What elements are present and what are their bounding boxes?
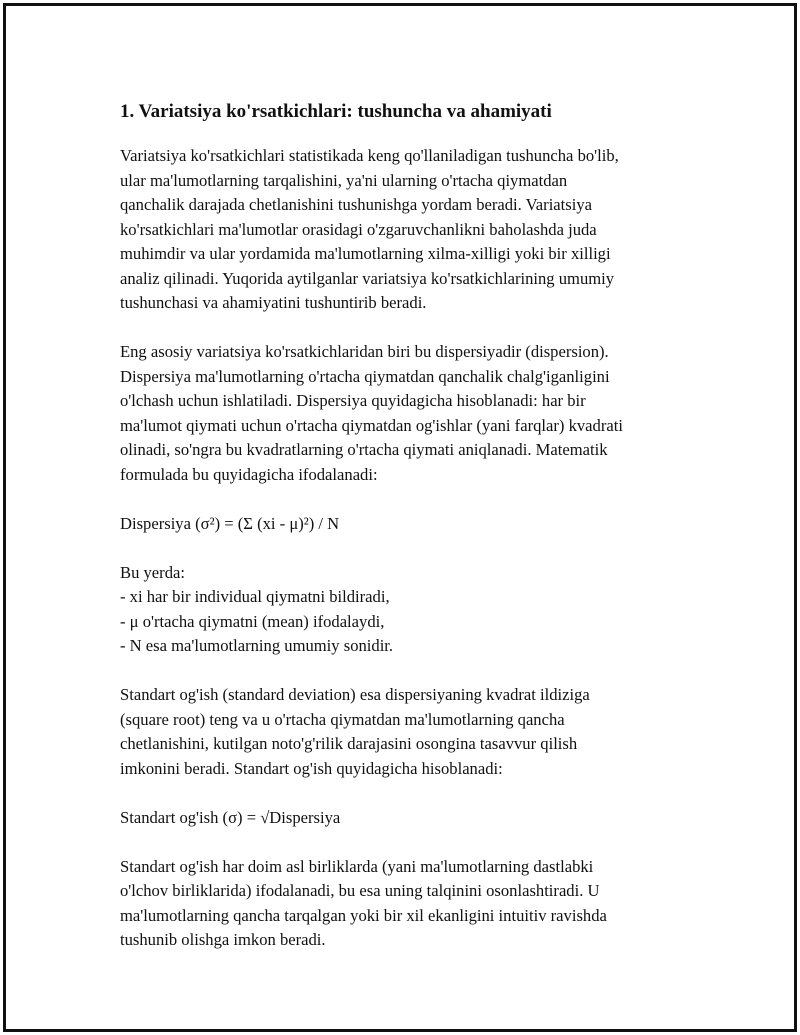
paragraph-definitions: Bu yerda: - xi har bir individual qiymatni bildiradi, - μ o'rtacha qiymatni (mean) ifodalaydi, - N esa ma'lumotlarning umumiy sonidir.	[120, 562, 394, 655]
paragraph-dispersion: Eng asosiy variatsiya ko'rsatkichlaridan biri bu dispersiyadir (dispersion). Dispersiya ma'lumotlarning o'rtacha qiymatdan qanchalik chalg'iganligini o'lchash uchun ishlatiladi. Dispersiya quyidagicha hisoblanadi: har bir ma'lumot qiymati uchun o'rtacha qiymatdan og'ishlar (yani farqlar) kvadrati olinadi, so'ngra bu kvadratlarning o'rtacha qiymati aniqlanadi. Matematik formulada bu quyidagicha ifodalanadi:	[120, 342, 623, 484]
document-content	[120, 99, 700, 977]
page-frame	[3, 3, 797, 1032]
formula-std-deviation: Standart og'ish (σ) = √Dispersiya	[120, 807, 341, 827]
paragraph-intro: Variatsiya ko'rsatkichlari statistikada keng qo'llaniladigan tushuncha bo'lib, ular ma'lumotlarning tarqalishini, ya'ni ularning o'rtacha qiymatdan qanchalik darajada chetlanishini tushunishga yordam beradi. Variatsiya ko'rsatkichlari ma'lumotlar orasidagi o'zgaruvchanlikni baholashda juda muhimdir va ular yordamida ma'lumotlarning xilma-xilligi yoki bir xilligi analiz qilinadi. Yuqorida aytilganlar variatsiya ko'rsatkichlarining umumiy tushunchasi va ahamiyatini tushuntirib beradi.	[120, 146, 619, 312]
formula-dispersion: Dispersiya (σ²) = (Σ (xi - μ)²) / N	[120, 513, 340, 533]
paragraph-conclusion: Standart og'ish har doim asl birliklarda (yani ma'lumotlarning dastlabki o'lchov birliklarida) ifodalanadi, bu esa uning talqinini osonlashtiradi. U ma'lumotlarning qancha tarqalgan yoki bir xil ekanligini intuitiv ravishda tushunib olishga imkon beradi.	[120, 856, 607, 949]
paragraph-std-deviation: Standart og'ish (standard deviation) esa dispersiyaning kvadrat ildiziga (square root) teng va u o'rtacha qiymatdan ma'lumotlarning qancha chetlanishini, kutilgan noto'g'rilik darajasini osongina tasavvur qilish imkonini beradi. Standart og'ish quyidagicha hisoblanadi:	[120, 685, 590, 778]
section-title: 1. Variatsiya ko'rsatkichlari: tushuncha va ahamiyati	[120, 101, 552, 122]
